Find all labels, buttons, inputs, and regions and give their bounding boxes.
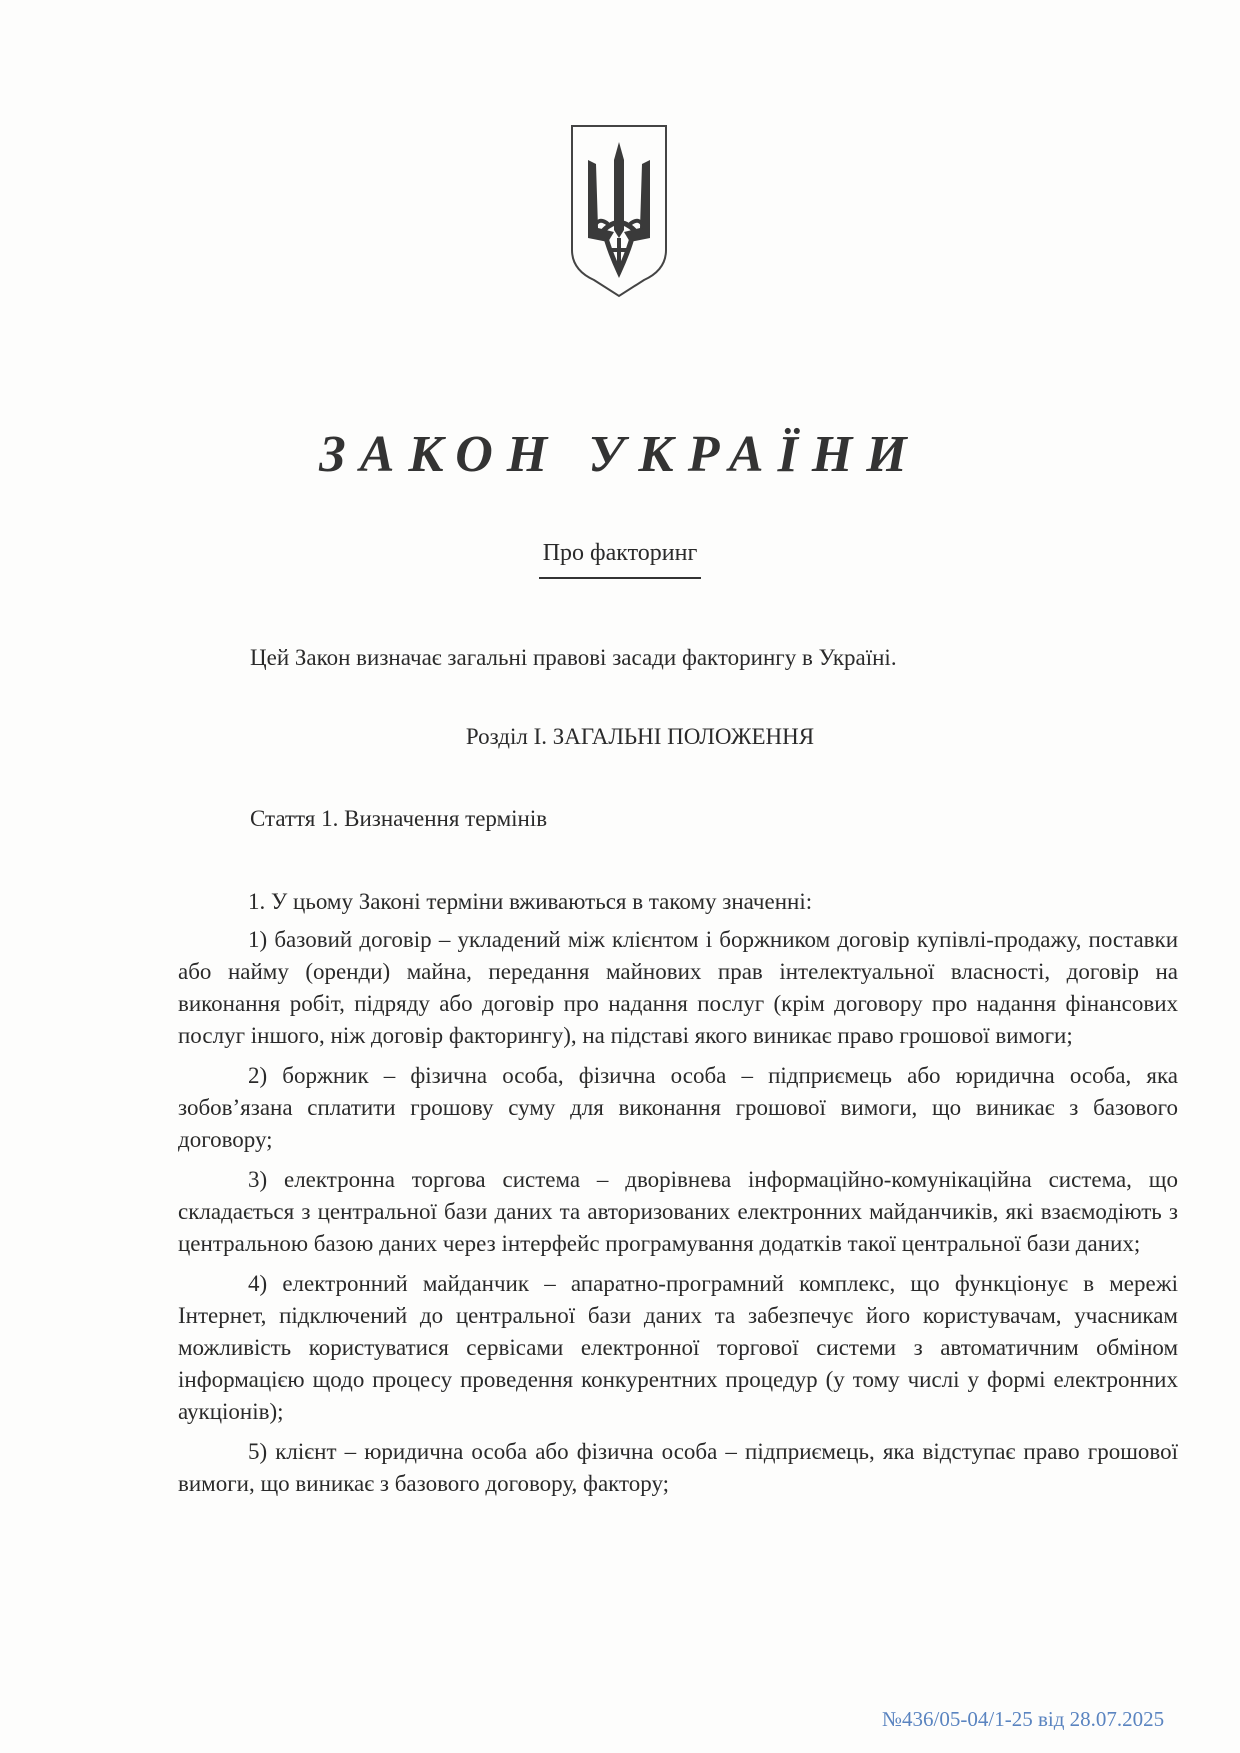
subtitle-text: Про факторинг [539,540,702,579]
definition-item: 4) електронний майданчик – апаратно-програмний комплекс, що функціонує в мережі Інтернет, підключений до центральної бази даних та забезпечує його користувачам, учасникам можливість користуватися сервісами електронної торгової системи з автоматичним обміном інформацією щодо процесу проведення конкурентних процедур (у тому числі у формі електронних аукціонів); [178,1271,1178,1424]
definition-item: 5) клієнт – юридична особа або фізична особа – підприємець, яка відступає право грошової вимоги, що виникає з базового договору, фактору; [178,1439,1178,1496]
registration-stamp: №436/05-04/1-25 від 28.07.2025 [882,1707,1165,1731]
article-heading: Стаття 1. Визначення термінів [250,806,548,831]
document-title: ЗАКОН УКРАЇНИ [319,426,921,483]
coat-of-arms-icon [564,120,674,300]
definition-item: 3) електронна торгова система – дворівнева інформаційно-комунікаційна система, що складається з центральної бази даних та авторизованих електронних майданчиків, які взаємодіють з центральною базою даних через інтерфейс програмування додатків такої центральної бази даних; [178,1167,1178,1256]
definition-item: 2) боржник – фізична особа, фізична особа – підприємець або юридична особа, яка зобов’язана сплатити грошову суму для виконання грошової вимоги, що виникає з базового договору; [178,1063,1178,1152]
article-body [178,886,1178,1508]
preamble: Цей Закон визначає загальні правові засади факторингу в Україні. [250,645,897,670]
article-intro: 1. У цьому Законі терміни вживаються в такому значенні: [248,889,813,914]
section-heading: Розділ I. ЗАГАЛЬНІ ПОЛОЖЕННЯ [465,724,815,749]
definition-item: 1) базовий договір – укладений між клієнтом і боржником договір купівлі-продажу, поставки або найму (оренди) майна, передання майнових прав інтелектуальної власності, договір на виконання робіт, підряду або договір про надання послуг (крім договору про надання фінансових послуг іншого, ніж договір факторингу), на підставі якого виникає право грошової вимоги; [178,927,1178,1048]
document-subtitle [0,540,1240,579]
